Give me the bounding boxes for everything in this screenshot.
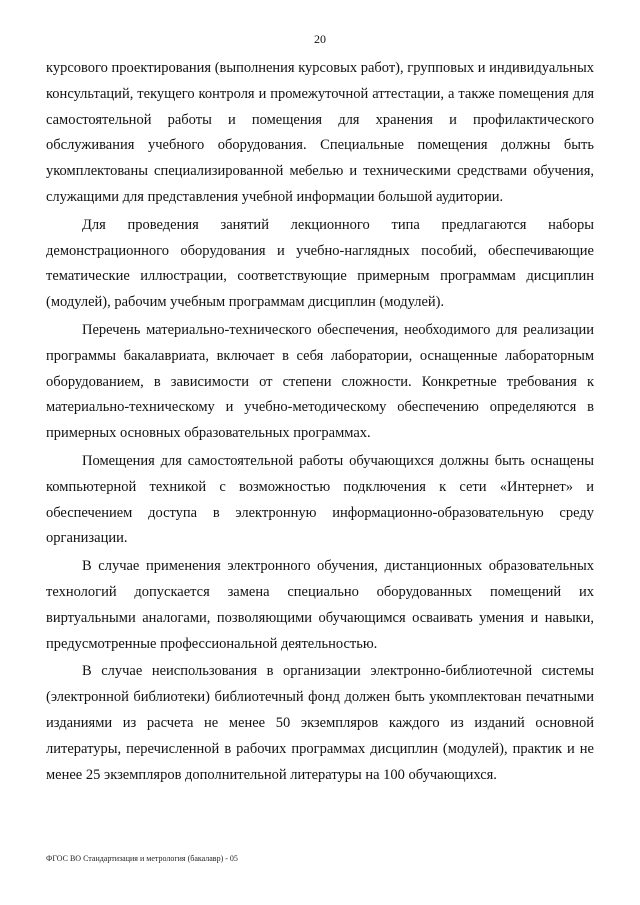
paragraph-self-study-rooms: Помещения для самостоятельной работы обучающихся должны быть оснащены компьютерной техникой с возможностью подключения к сети «Интернет» и обеспечением доступа в электронную информационно-образовательную среду организации. [46,452,594,547]
document-footer: ФГОС ВО Стандартизация и метрология (бакалавр) - 05 [46,854,238,863]
paragraph-e-learning: В случае применения электронного обучения, дистанционных образовательных технологий допускается замена специально оборудованных помещений их виртуальными аналогами, позволяющими обучающимся осваивать умения и навыки, предусмотренные профессиональной деятельностью. [46,558,594,652]
page-number: 20 [314,32,326,46]
paragraph-material-support: Перечень материально-технического обеспечения, необходимого для реализации программы бакалавриата, включает в себя лаборатории, оснащенные лабораторным оборудованием, в зависимости от степени сложности. Конкретные требования к материально-техническому и учебно-методическому обеспечению определяются в примерных основных образовательных программах. [46,321,594,442]
paragraph-library-fund: В случае неиспользования в организации электронно-библиотечной системы (электронной библиотеки) библиотечный фонд должен быть укомплектован печатными изданиями из расчета не менее 50 экземпляров каждого из изданий основной литературы, перечисленной в рабочих программах дисциплин (модулей), практик и не менее 25 экземпляров дополнительной литературы на 100 обучающихся. [46,663,594,783]
document-body [46,56,594,788]
paragraph-facilities: курсового проектирования (выполнения курсовых работ), групповых и индивидуальных консультаций, текущего контроля и промежуточной аттестации, а также помещения для самостоятельной работы и помещения для хранения и профилактического обслуживания учебного оборудования. Специальные помещения должны быть укомплектованы специализированной мебелью и техническими средствами обучения, служащими для представления учебной информации большой аудитории. [46,60,594,205]
paragraph-lecture-equipment: Для проведения занятий лекционного типа предлагаются наборы демонстрационного оборудования и учебно-наглядных пособий, обеспечивающие тематические иллюстрации, соответствующие примерным программам дисциплин (модулей), рабочим учебным программам дисциплин (модулей). [46,216,594,311]
